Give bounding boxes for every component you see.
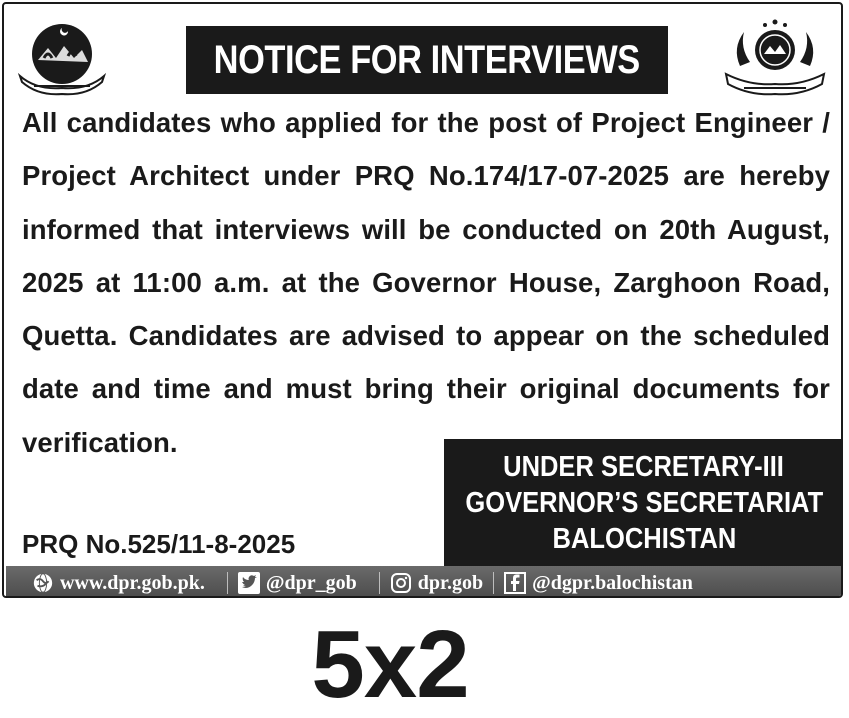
globe-icon: [32, 572, 54, 594]
notice-body: All candidates who applied for the post of Project Engineer / Project Architect under PRQ No.174/17-07-2025 are hereby informed that interviews will be conducted on 20th August, 2025 at 11:00 a.m. at the Governor House, Zarghoon Road, Quetta. Candidates are advised to appear on the scheduled date and time and must bring their original documents for verification.: [22, 107, 830, 458]
page-title: NOTICE FOR INTERVIEWS: [213, 37, 641, 82]
website-link[interactable]: www.dpr.gob.pk.: [60, 571, 205, 594]
instagram-handle[interactable]: dpr.gob: [417, 571, 484, 594]
instagram-icon: [390, 572, 412, 594]
signatory-designation: UNDER SECRETARY-III: [503, 451, 785, 483]
notice-frame: [2, 2, 843, 598]
signatory-province: BALOCHISTAN: [552, 523, 736, 555]
twitter-icon: [238, 572, 260, 594]
ad-size-label: 5x2: [311, 611, 469, 718]
footer-website[interactable]: [32, 572, 205, 595]
footer-twitter[interactable]: [238, 572, 357, 595]
notice-title-box: [186, 26, 668, 94]
prq-reference: PRQ No.525/11-8-2025: [22, 529, 296, 559]
facebook-icon: [504, 572, 526, 594]
footer-bar: [6, 566, 843, 598]
footer-divider: [227, 572, 228, 594]
government-of-balochistan-emblem-icon: [16, 18, 108, 98]
footer-instagram[interactable]: [390, 572, 483, 595]
footer-divider: [493, 572, 494, 594]
dgpr-balochistan-emblem-icon: [720, 18, 830, 98]
signatory-office: GOVERNOR’S SECRETARIAT: [465, 487, 823, 519]
signatory-box: [444, 439, 843, 567]
footer-facebook[interactable]: [504, 572, 693, 595]
facebook-handle[interactable]: @dgpr.balochistan: [532, 571, 693, 594]
twitter-handle[interactable]: @dpr_gob: [265, 571, 357, 594]
footer-divider: [379, 572, 380, 594]
